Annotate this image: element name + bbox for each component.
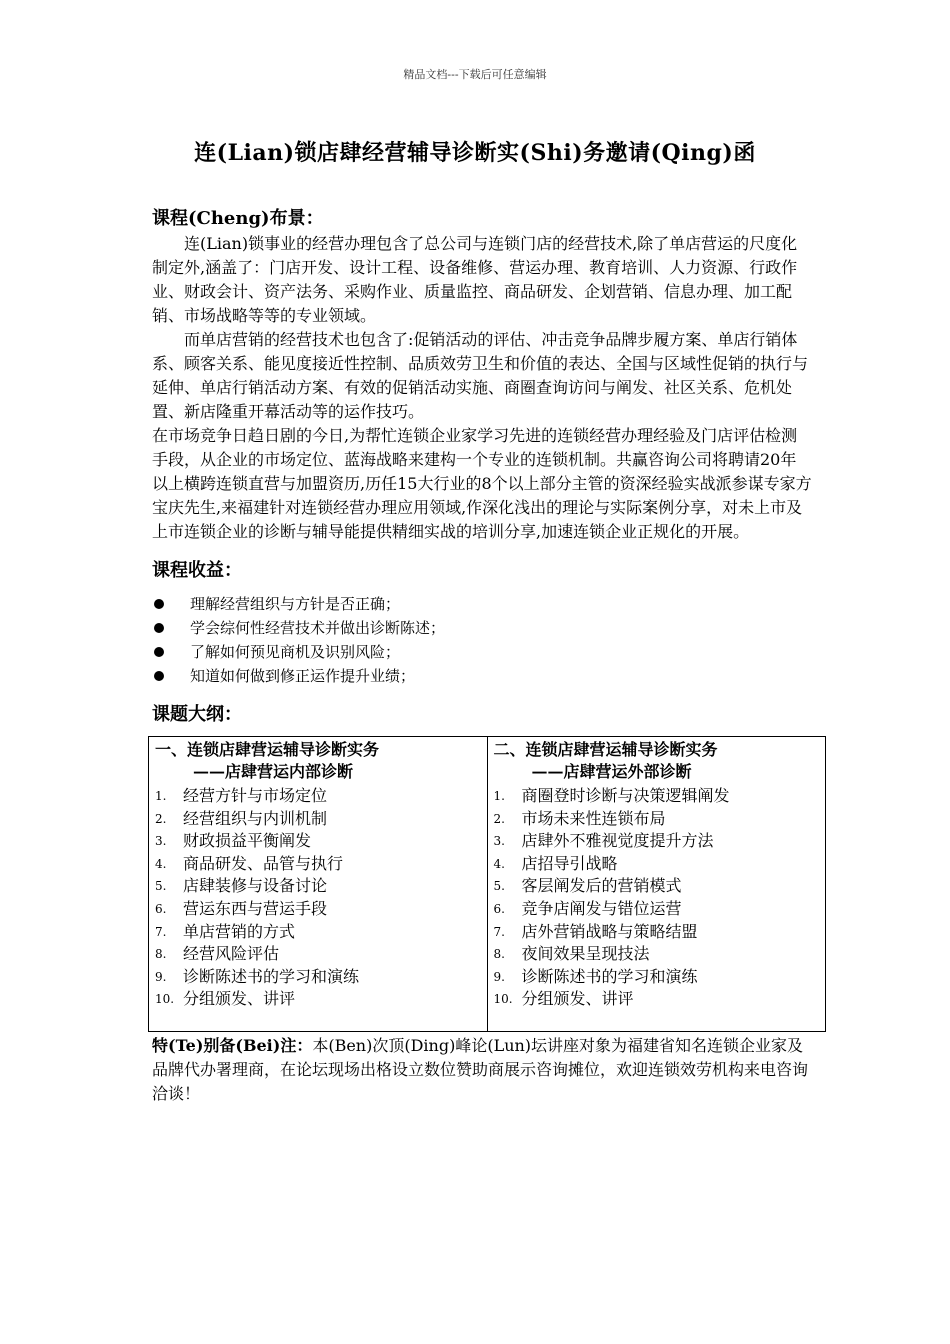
item-number: 6. <box>155 901 167 916</box>
list-item <box>155 808 481 831</box>
item-text: 分组颁发、讲评 <box>183 989 296 1009</box>
outline-left-column <box>149 737 488 1032</box>
background-heading: 课程(Cheng)布景： <box>152 208 324 229</box>
bullet-icon <box>154 599 164 609</box>
note-label: 特(Te)别备(Bei)注： <box>152 1035 313 1055</box>
special-note <box>152 1034 812 1106</box>
item-number: 3. <box>493 834 505 849</box>
benefits-heading: 课程收益： <box>152 560 242 581</box>
item-text: 营运东西与营运手段 <box>183 898 328 918</box>
item-number: 3. <box>155 834 167 849</box>
item-number: 5. <box>493 879 505 894</box>
item-number: 4. <box>493 856 505 871</box>
section-outline <box>152 702 812 1032</box>
item-text: 店招导引战略 <box>521 853 618 873</box>
list-item <box>155 966 481 989</box>
outline-right-column <box>487 737 826 1032</box>
section-background <box>152 206 812 544</box>
bullet-icon <box>154 671 164 681</box>
list-item <box>494 785 820 808</box>
item-text: 分组颁发、讲评 <box>521 989 634 1009</box>
list-item <box>494 830 820 853</box>
list-item <box>155 921 481 944</box>
list-item-text: 理解经营组织与方针是否正确； <box>190 595 401 613</box>
bullet-icon <box>154 647 164 657</box>
list-item <box>155 875 481 898</box>
list-item <box>494 898 820 921</box>
item-text: 经营风险评估 <box>183 944 280 964</box>
list-item <box>494 966 820 989</box>
list-item <box>152 664 812 688</box>
page-header: 精品文档---下载后可任意编辑 <box>403 68 547 81</box>
benefits-list <box>152 592 812 688</box>
right-column-title: 二、连锁店肆营运辅导诊断实务 <box>493 740 718 759</box>
item-number: 8. <box>155 947 167 962</box>
list-item <box>494 921 820 944</box>
right-column-subtitle: ——店肆营运外部诊断 <box>531 762 692 781</box>
list-item-text: 知道如何做到修正运作提升业绩； <box>190 667 416 685</box>
item-number: 10. <box>155 992 175 1007</box>
note-text: 本(Ben)次顶(Ding)峰论(Lun)坛讲座对象为福建省知名连锁企业家及品牌代办署理商，在论坛现场出格设立数位赞助商展示咨询摊位，欢迎连锁效劳机构来电咨询洽谈！ <box>152 1035 809 1103</box>
list-item <box>155 988 481 1011</box>
list-item <box>494 808 820 831</box>
item-text: 竞争店阐发与错位运营 <box>521 898 682 918</box>
list-item <box>155 830 481 853</box>
item-text: 市场未来性连锁布局 <box>521 808 666 828</box>
item-number: 2. <box>155 811 167 826</box>
item-text: 店外营销战略与策略结盟 <box>521 921 698 941</box>
item-number: 6. <box>493 901 505 916</box>
list-item <box>155 785 481 808</box>
item-text: 财政损益平衡阐发 <box>183 831 312 851</box>
outline-heading: 课题大纲： <box>152 704 242 725</box>
list-item <box>494 853 820 876</box>
document-body <box>152 206 812 1106</box>
bullet-icon <box>154 623 164 633</box>
left-column-subtitle: ——店肆营运内部诊断 <box>193 762 354 781</box>
list-item <box>152 592 812 616</box>
item-text: 客层阐发后的营销模式 <box>521 876 682 896</box>
list-item <box>152 640 812 664</box>
item-text: 商品研发、品管与执行 <box>183 853 344 873</box>
item-number: 10. <box>493 992 513 1007</box>
item-text: 经营组织与内训机制 <box>183 808 328 828</box>
item-text: 店肆外不雅视觉度提升方法 <box>521 831 714 851</box>
background-paragraph-3: 在市场竞争日趋日剧的今日,为帮忙连锁企业家学习先进的连锁经营办理经验及门店评估检测手段，从企业的市场定位、蓝海战略来建构一个专业的连锁机制。共赢咨询公司将聘请20年以上横跨连锁直营与加盟资历,历任15大行业的8个以上部分主管的资深经验实战派参谋专家方宝庆先生,来福建针对连锁经营办理应用领域,作深化浅出的理论与实际案例分享，对未上市及上市连锁企业的诊断与辅导能提供精细实战的培训分享,加速连锁企业正规化的开展。 <box>152 426 812 541</box>
table-row <box>149 737 826 1032</box>
list-item <box>155 898 481 921</box>
item-number: 7. <box>493 924 505 939</box>
list-item <box>494 988 820 1011</box>
item-text: 单店营销的方式 <box>183 921 296 941</box>
item-number: 5. <box>155 879 167 894</box>
item-text: 经营方针与市场定位 <box>183 786 328 805</box>
item-text: 商圈登时诊断与决策逻辑阐发 <box>521 786 730 805</box>
background-paragraph-1: 连(Lian)锁事业的经营办理包含了总公司与连锁门店的经营技术,除了单店营运的尺度化制定外,涵盖了：门店开发、设计工程、设备维修、营运办理、教育培训、人力资源、行政作业、财政会计、资产法务、采购作业、质量监控、商品研发、企划营销、信息办理、加工配销、市场战略等等的专业领域。 <box>152 234 798 325</box>
item-number: 2. <box>493 811 505 826</box>
item-number: 9. <box>155 969 167 984</box>
section-benefits <box>152 558 812 688</box>
list-item-text: 学会综何性经营技术并做出诊断陈述； <box>190 619 446 637</box>
right-item-list <box>494 785 820 1011</box>
item-text: 诊断陈述书的学习和演练 <box>521 966 698 986</box>
item-number: 7. <box>155 924 167 939</box>
document-title: 连(Lian)锁店肆经营辅导诊断实(Shi)务邀请(Qing)函 <box>194 140 756 166</box>
left-column-title: 一、连锁店肆营运辅导诊断实务 <box>155 740 380 759</box>
item-number: 1. <box>493 789 505 803</box>
list-item <box>152 616 812 640</box>
list-item <box>494 943 820 966</box>
item-number: 1. <box>155 789 167 803</box>
list-item <box>494 875 820 898</box>
list-item-text: 了解如何预见商机及识别风险； <box>190 643 401 661</box>
item-text: 诊断陈述书的学习和演练 <box>183 966 360 986</box>
item-number: 8. <box>493 947 505 962</box>
item-text: 店肆装修与设备讨论 <box>183 876 328 896</box>
item-number: 9. <box>493 969 505 984</box>
item-text: 夜间效果呈现技法 <box>521 944 650 964</box>
background-paragraph-2: 而单店营销的经营技术也包含了:促销活动的评估、冲击竞争品牌步履方案、单店行销体系、顾客关系、能见度接近性控制、品质效劳卫生和价值的表达、全国与区域性促销的执行与延伸、单店行销活动方案、有效的促销活动实施、商圈查询访问与阐发、社区关系、危机处置、新店隆重开幕活动等的运作技巧。 <box>152 330 809 421</box>
item-number: 4. <box>155 856 167 871</box>
list-item <box>155 853 481 876</box>
left-item-list <box>155 785 481 1011</box>
outline-table <box>148 736 826 1032</box>
list-item <box>155 943 481 966</box>
